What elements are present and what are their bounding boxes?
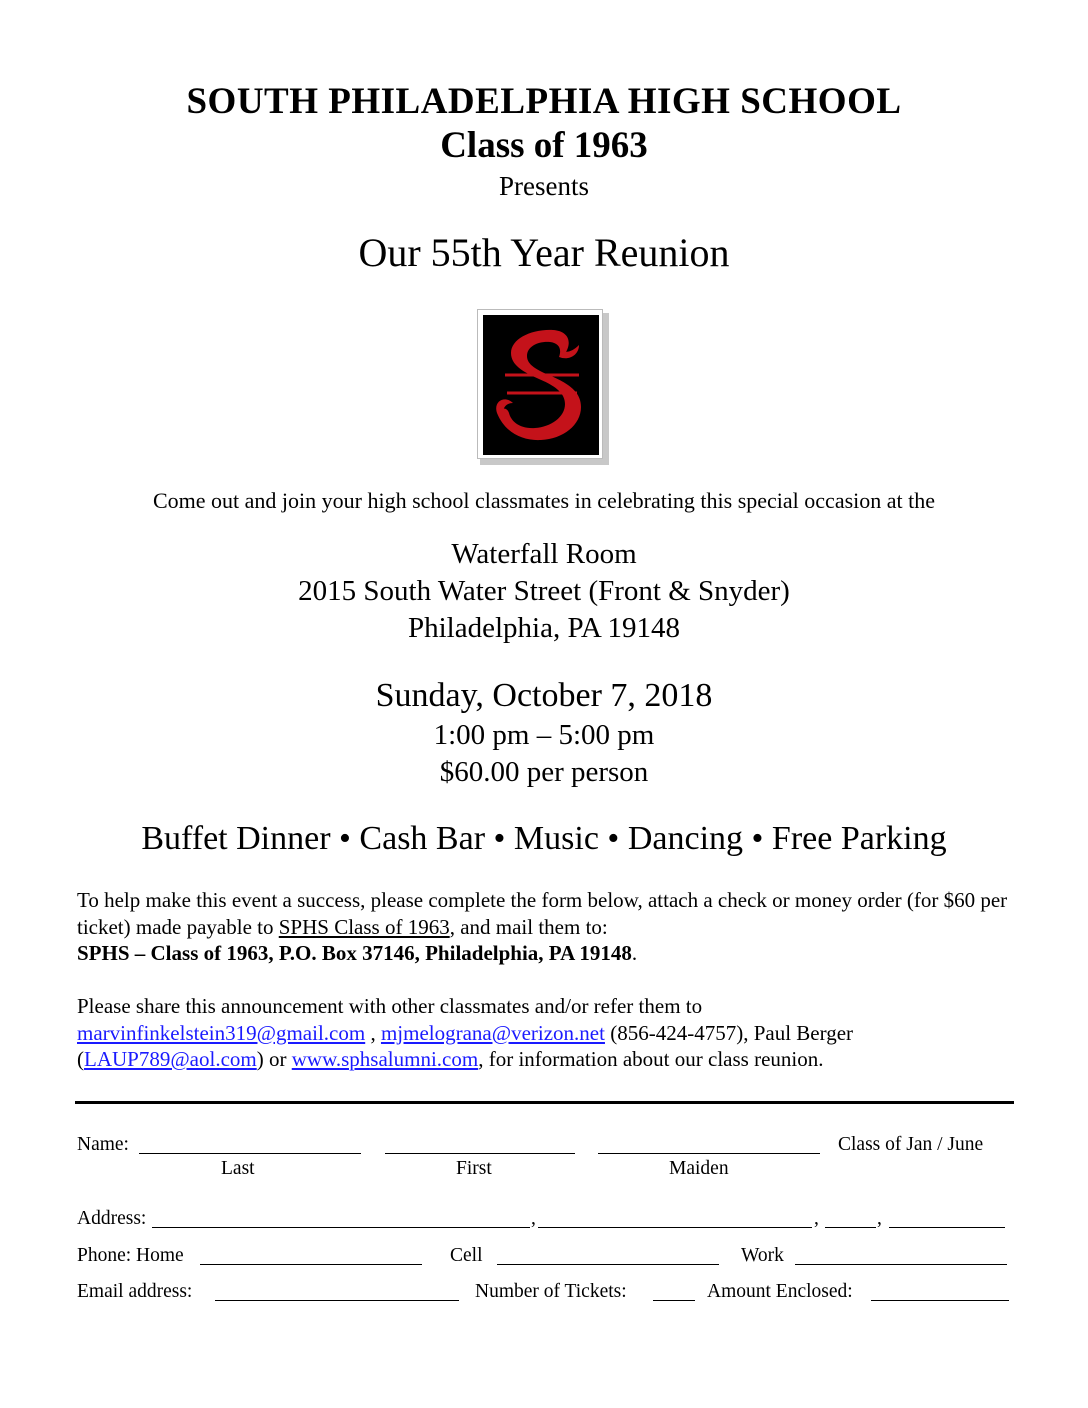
cell-phone-field[interactable] bbox=[497, 1248, 719, 1265]
email-label: Email address: bbox=[77, 1281, 193, 1302]
presents-label: Presents bbox=[499, 171, 589, 201]
tickets-label: Number of Tickets: bbox=[475, 1281, 627, 1302]
payment-instructions: To help make this event a success, please complete the form below, attach a check or money order (for $60 per ticket) made payable to SPHS Class of 1963, and mail them to: SPHS – Class of 1963, P.O. Box 37146, Philadelphia, PA 19148. bbox=[77, 888, 1008, 965]
city-field[interactable] bbox=[538, 1211, 812, 1228]
last-name-field[interactable] bbox=[139, 1137, 361, 1154]
work-phone-field[interactable] bbox=[795, 1248, 1007, 1265]
work-label: Work bbox=[741, 1245, 784, 1266]
event-date: Sunday, October 7, 2018 bbox=[375, 677, 713, 714]
venue-name: Waterfall Room bbox=[451, 538, 637, 570]
class-of-label: Class of Jan / June bbox=[838, 1134, 984, 1155]
ticket-price: $60.00 per person bbox=[439, 756, 649, 788]
mailing-address: SPHS – Class of 1963, P.O. Box 37146, Philadelphia, PA 19148 bbox=[77, 941, 632, 965]
invitation-intro: Come out and join your high school classmates in celebrating this special occasion at the bbox=[152, 488, 936, 513]
form-divider bbox=[75, 1101, 1014, 1104]
school-name: SOUTH PHILADELPHIA HIGH SCHOOL bbox=[186, 81, 902, 122]
event-time: 1:00 pm – 5:00 pm bbox=[433, 719, 655, 751]
zip-field[interactable] bbox=[889, 1211, 1005, 1228]
amount-field[interactable] bbox=[871, 1284, 1009, 1301]
phone-home-label: Phone: Home bbox=[77, 1245, 184, 1266]
maiden-label: Maiden bbox=[669, 1158, 729, 1179]
reunion-flyer: SOUTH PHILADELPHIA HIGH SCHOOL Class of 1963 Presents Our 55th Year Reunion Come out and join your high school classmates in celebrating this special occasion at the Waterfall Room 2015 South Water Street (Front & Snyder) Philadelphia, PA 19148 Sunday, October 7, 2018 1:00 pm – 5:00 pm $60.00 per person Buffet Dinner • Cash Bar • Music • Dancing • Free Parking To help make this event a success, please complete the form below, attach a check or money order (for $60 per ticket) made payable to SPHS Class of 1963, and mail them to: SPHS – Class of 1963, P.O. Box 37146, Philadelphia, PA 19148. Please share this announcement with other classmates and/or refer them to marvinfinkelstein319@gmail.com , mjmelograna@verizon.net (856-424-4757), Paul Berger (LAUP789@aol.com) or www.sphsalumni.com, for information about our class reunion. Name: Class of Jan / June Last First Maiden Address: , , , Phone: Home Cell Work Email address: Number of Tickets: Amount Enclosed: bbox=[0, 0, 1088, 1408]
event-title: Our 55th Year Reunion bbox=[358, 230, 730, 275]
first-name-field[interactable] bbox=[385, 1137, 575, 1154]
venue-city: Philadelphia, PA 19148 bbox=[407, 612, 681, 644]
website-link[interactable]: www.sphsalumni.com bbox=[291, 1047, 479, 1071]
email-link-mjmelograna[interactable]: mjmelograna@verizon.net bbox=[380, 1020, 605, 1045]
payee-name: SPHS Class of 1963 bbox=[278, 914, 450, 939]
email-link-laup[interactable]: LAUP789@aol.com bbox=[84, 1047, 257, 1071]
share-paragraph: Please share this announcement with other classmates and/or refer them to marvinfinkelstein319@gmail.com , mjmelograna@verizon.net (856-424-4757), Paul Berger (LAUP789@aol.com) or www.sphsalumni.com, for information about our class reunion. bbox=[77, 994, 854, 1071]
state-field[interactable] bbox=[825, 1211, 876, 1228]
amount-label: Amount Enclosed: bbox=[707, 1281, 853, 1302]
first-label: First bbox=[456, 1158, 492, 1179]
home-phone-field[interactable] bbox=[200, 1248, 422, 1265]
email-field[interactable] bbox=[215, 1284, 459, 1301]
gothic-s-logo-icon bbox=[483, 315, 599, 455]
class-year: Class of 1963 bbox=[440, 125, 648, 166]
address-label: Address: bbox=[77, 1208, 147, 1229]
last-label: Last bbox=[221, 1158, 255, 1179]
venue-street: 2015 South Water Street (Front & Snyder) bbox=[298, 575, 790, 607]
street-address-field[interactable] bbox=[152, 1211, 530, 1228]
school-logo bbox=[477, 309, 609, 465]
venue-block bbox=[0, 536, 1088, 647]
maiden-name-field[interactable] bbox=[598, 1137, 820, 1154]
amenities-list: Buffet Dinner • Cash Bar • Music • Dancing • Free Parking bbox=[141, 820, 947, 857]
email-link-marvin[interactable]: marvinfinkelstein319@gmail.com bbox=[77, 1020, 366, 1045]
tickets-field[interactable] bbox=[653, 1284, 695, 1301]
name-label: Name: bbox=[77, 1134, 129, 1155]
cell-label: Cell bbox=[450, 1245, 483, 1266]
